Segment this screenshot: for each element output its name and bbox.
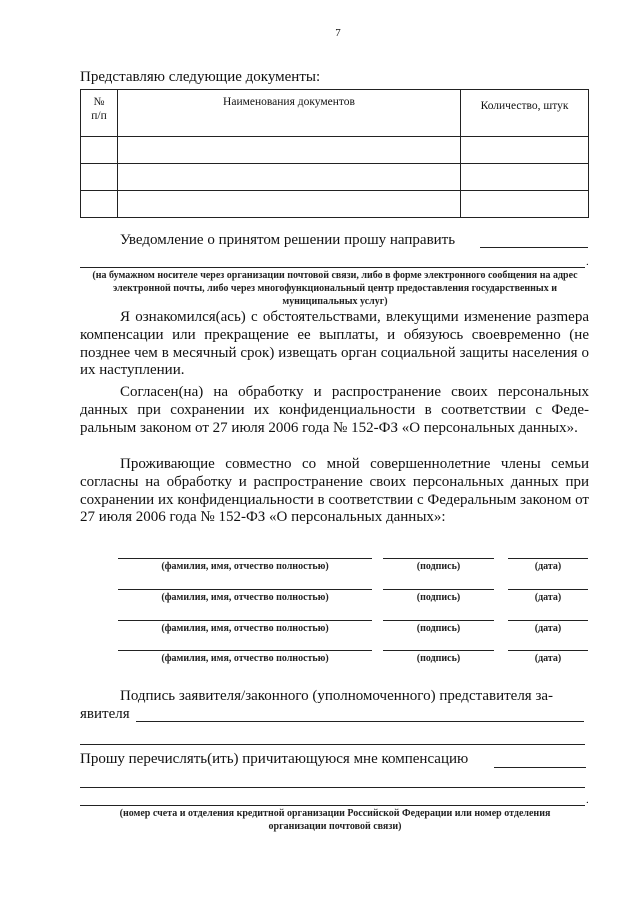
family-signature-line[interactable] <box>383 620 494 621</box>
family-date-line[interactable] <box>508 558 588 559</box>
header-number <box>81 90 118 137</box>
table-header-row <box>81 90 589 137</box>
cell-number[interactable] <box>81 137 118 164</box>
payment-input-line[interactable] <box>494 767 586 768</box>
family-name-line[interactable] <box>118 620 372 621</box>
payment-end-mark: . <box>586 794 589 806</box>
applicant-signature-label: Подпись заявителя/законного (уполномоченного) представителя за- <box>120 688 554 704</box>
family-name-line[interactable] <box>118 589 372 590</box>
family-signature-line[interactable] <box>383 558 494 559</box>
table-row <box>81 191 589 218</box>
payment-hint: (номер счета и отделения кредитной организации Российской Федерации или номер отделения организации почтовой связи) <box>119 808 551 832</box>
cell-document-name[interactable] <box>118 137 461 164</box>
payment-label: Прошу перечислять(ить) причитающуюся мне компенсацию <box>80 751 469 767</box>
family-name-label: (фамилия, имя, отчество полностью) <box>161 561 329 572</box>
family-date-line[interactable] <box>508 650 588 651</box>
family-date-label: (дата) <box>534 623 562 634</box>
family-consent-paragraph: Проживающие совместно со мной совершеннолетние члены семьи согласны на обработку и распространение своих персональных данных при сохранении их конфиденциальности в соответствии с Федеральным законом от 27 июля 2006 года № 152-ФЗ «О персональных данных»: <box>80 456 589 526</box>
family-signature-line[interactable] <box>383 650 494 651</box>
documents-intro: Представляю следующие документы: <box>80 69 321 85</box>
documents-table <box>80 89 589 218</box>
family-date-label: (дата) <box>534 592 562 603</box>
table-row <box>81 137 589 164</box>
header-number-line1: № <box>93 96 105 108</box>
notification-input-line[interactable] <box>480 247 588 248</box>
family-date-line[interactable] <box>508 589 588 590</box>
family-name-line[interactable] <box>118 558 372 559</box>
applicant-signature-label-cont: явителя <box>80 706 130 722</box>
family-date-label: (дата) <box>534 561 562 572</box>
family-name-line[interactable] <box>118 650 372 651</box>
notification-input-line-2[interactable] <box>80 267 585 268</box>
applicant-signature-line[interactable] <box>136 721 584 722</box>
family-signature-line[interactable] <box>383 589 494 590</box>
acknowledgement-paragraph: Я ознакомился(ась) с обстоятельствами, влекущими изменение разmера компенсации или прекращение ее выплаты, и обязуюсь своевременно (не позднее чем в месячный срок) извещать орган социальной защиты населения о их наступлении. <box>80 309 589 379</box>
family-date-line[interactable] <box>508 620 588 621</box>
payment-input-line-3[interactable] <box>80 805 585 806</box>
family-signature-label: (подпись) <box>416 653 461 664</box>
notification-end-mark: . <box>586 256 589 268</box>
applicant-signature-line-2[interactable] <box>80 744 585 745</box>
payment-input-line-2[interactable] <box>80 787 585 788</box>
cell-document-name[interactable] <box>118 164 461 191</box>
family-signature-label: (подпись) <box>416 592 461 603</box>
cell-quantity[interactable] <box>461 191 589 218</box>
cell-number[interactable] <box>81 191 118 218</box>
personal-data-consent-paragraph: Согласен(на) на обработку и распространение своих персональных данных при сохранении их конфиденциальности в соответствии с Федеральным законом от 27 июля 2006 года № 152-ФЗ «О персональных данных». <box>80 384 589 436</box>
cell-number[interactable] <box>81 164 118 191</box>
cell-quantity[interactable] <box>461 164 589 191</box>
cell-quantity[interactable] <box>461 137 589 164</box>
notification-label: Уведомление о принятом решении прошу направить <box>120 232 456 248</box>
family-name-label: (фамилия, имя, отчество полностью) <box>161 653 329 664</box>
header-number-line2: п/п <box>91 110 107 122</box>
notification-hint: (на бумажном носителе через организации почтовой связи, либо в форме электронного сообщения на адрес электронной почты, либо через многофункциональный центр предоставления государственных и муниципальных услуг) <box>92 270 578 307</box>
family-name-label: (фамилия, имя, отчество полностью) <box>161 623 329 634</box>
table-row <box>81 164 589 191</box>
family-signature-label: (подпись) <box>416 623 461 634</box>
family-signature-label: (подпись) <box>416 561 461 572</box>
family-date-label: (дата) <box>534 653 562 664</box>
cell-document-name[interactable] <box>118 191 461 218</box>
page-number: 7 <box>335 27 341 39</box>
family-name-label: (фамилия, имя, отчество полностью) <box>161 592 329 603</box>
header-quantity: Количество, штук <box>461 90 589 137</box>
header-document-name: Наименования документов <box>118 90 461 137</box>
